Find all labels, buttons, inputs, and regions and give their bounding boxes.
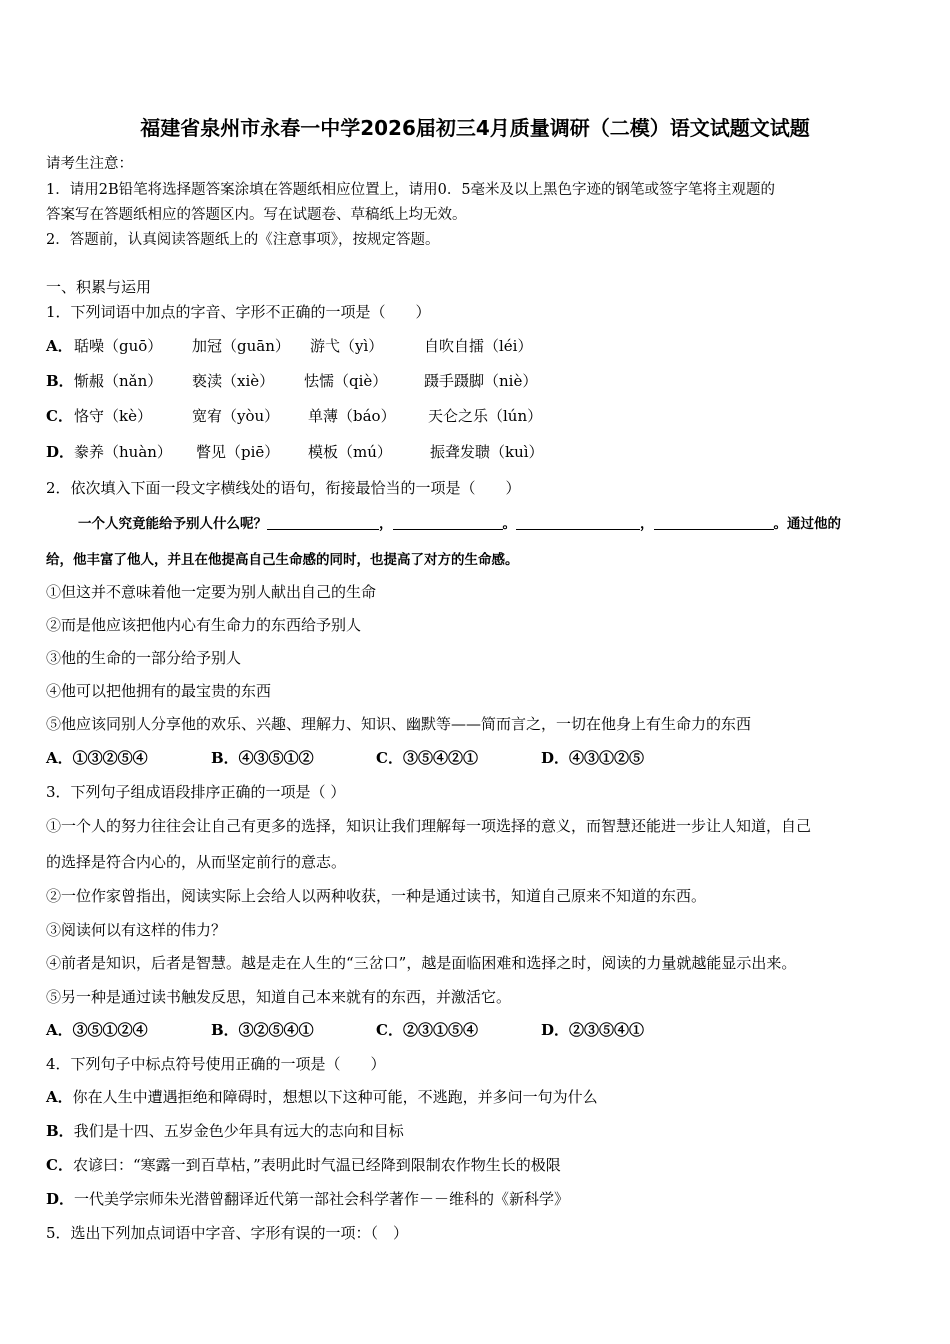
q3-item-1a: ①一个人的努力往往会让自己有更多的选择，知识让我们理解每一项选择的意义，而智慧还能进一步让人知道，自己 bbox=[46, 817, 812, 835]
q3-item-4: ④前者是知识，后者是智慧。越是走在人生的“三岔口”，越是面临困难和选择之时，阅读的力量就越能显示出来。 bbox=[46, 954, 797, 972]
q1-option-a bbox=[46, 335, 532, 356]
q4-option-b bbox=[46, 1120, 404, 1141]
q2-choices bbox=[46, 747, 644, 768]
option-text: 你在人生中遭遇拒绝和障碍时，想想以下这种可能，不逃跑，并多问一句为什么 bbox=[72, 1088, 598, 1106]
q2-item-3: ③他的生命的一部分给予别人 bbox=[46, 649, 242, 667]
q2-sep-2: 。 bbox=[502, 516, 516, 532]
option-item: 单薄（báo） bbox=[308, 407, 396, 425]
q2-stem: 2．依次填入下面一段文字横线处的语句，衔接最恰当的一项是（ ） bbox=[46, 479, 521, 497]
fill-blank-4 bbox=[654, 515, 774, 530]
q2-sep-3: ， bbox=[640, 516, 654, 532]
q3-item-5: ⑤另一种是通过读书触发反思，知道自己本来就有的东西，并激活它。 bbox=[46, 988, 512, 1006]
fill-blank-2 bbox=[393, 515, 503, 530]
option-text: 一代美学宗师朱光潜曾翻译近代第一部社会科学著作－－维科的《新科学》 bbox=[74, 1190, 570, 1208]
q2-passage-line1 bbox=[78, 512, 841, 532]
option-item: 瞥见（piē） bbox=[196, 443, 280, 461]
q2-item-5: ⑤他应该同别人分享他的欢乐、兴趣、理解力、知识、幽默等——简而言之，一切在他身上有生命力的东西 bbox=[46, 715, 752, 733]
notice-item-2: 2．答题前，认真阅读答题纸上的《注意事项》，按规定答题。 bbox=[46, 232, 440, 248]
option-item: 恪守（kè） bbox=[74, 407, 152, 425]
q2-item-4: ④他可以把他拥有的最宝贵的东西 bbox=[46, 682, 272, 700]
q5-stem: 5．选出下列加点词语中字音、字形有误的一项：（ ） bbox=[46, 1224, 409, 1242]
option-label: A． bbox=[46, 337, 73, 355]
choice-d: D．②③⑤④① bbox=[541, 1021, 645, 1039]
choice-c: C．②③①⑤④ bbox=[376, 1021, 478, 1039]
choice-a: A．①③②⑤④ bbox=[46, 749, 148, 767]
option-item: 亵渎（xiè） bbox=[192, 372, 275, 390]
q2-passage-a: 一个人究竟能给予别人什么呢？ bbox=[78, 516, 267, 532]
q4-stem: 4．下列句子中标点符号使用正确的一项是（ ） bbox=[46, 1055, 386, 1073]
q2-item-1: ①但这并不意味着他一定要为别人献出自己的生命 bbox=[46, 583, 377, 601]
choice-a: A．③⑤①②④ bbox=[46, 1021, 148, 1039]
q1-option-c bbox=[46, 405, 542, 426]
fill-blank-1 bbox=[267, 515, 379, 530]
q3-choices bbox=[46, 1019, 644, 1040]
choice-d: D．④③①②⑤ bbox=[541, 749, 645, 767]
option-label: B． bbox=[46, 1122, 74, 1140]
q4-option-d bbox=[46, 1188, 569, 1209]
option-item: 振聋发聩（kuì） bbox=[430, 443, 544, 461]
q3-stem: 3．下列句子组成语段排序正确的一项是（ ） bbox=[46, 783, 346, 801]
q2-passage-b: 。通过他的 bbox=[773, 516, 841, 532]
option-label: D． bbox=[46, 443, 75, 461]
q3-item-1b: 的选择是符合内心的，从而坚定前行的意志。 bbox=[46, 853, 347, 871]
option-item: 怯懦（qiè） bbox=[304, 372, 388, 390]
choice-b: B．④③⑤①② bbox=[211, 749, 314, 767]
q4-option-c bbox=[46, 1154, 561, 1175]
notice-item-1b: 答案写在答题纸相应的答题区内。写在试题卷、草稿纸上均无效。 bbox=[46, 207, 467, 223]
option-item: 模板（mú） bbox=[308, 443, 392, 461]
option-item: 游弋（yì） bbox=[310, 337, 384, 355]
choice-b: B．③②⑤④① bbox=[211, 1021, 314, 1039]
option-item: 加冠（guān） bbox=[192, 337, 290, 355]
option-item: 天仑之乐（lún） bbox=[428, 407, 543, 425]
q2-sep-1: ， bbox=[379, 516, 393, 532]
q1-option-d bbox=[46, 441, 544, 462]
option-item: 蹑手蹑脚（niè） bbox=[424, 372, 538, 390]
option-item: 自吹自擂（léi） bbox=[424, 337, 533, 355]
option-item: 聒噪（guō） bbox=[74, 337, 163, 355]
notice-heading: 请考生注意： bbox=[46, 156, 133, 172]
option-text: 农谚曰：“寒露一到百草枯，”表明此时气温已经降到限制农作物生长的极限 bbox=[72, 1156, 561, 1174]
q4-option-a bbox=[46, 1086, 598, 1107]
section-heading: 一、积累与运用 bbox=[46, 278, 152, 296]
q3-item-2: ②一位作家曾指出，阅读实际上会给人以两种收获，一种是通过读书，知道自己原来不知道的东西。 bbox=[46, 887, 707, 905]
option-item: 豢养（huàn） bbox=[74, 443, 172, 461]
notice-item-1a: 1．请用2B铅笔将选择题答案涂填在答题纸相应位置上，请用0．5毫米及以上黑色字迹的钢笔或签字笔将主观题的 bbox=[46, 182, 776, 198]
choice-c: C．③⑤④②① bbox=[376, 749, 478, 767]
page-title: 福建省泉州市永春一中学2026届初三4月质量调研（二模）语文试题文试题 bbox=[140, 116, 810, 140]
option-label: C． bbox=[46, 1156, 73, 1174]
option-label: C． bbox=[46, 407, 73, 425]
option-item: 惭赧（nǎn） bbox=[74, 372, 163, 390]
option-label: A． bbox=[46, 1088, 73, 1106]
option-item: 宽宥（yòu） bbox=[192, 407, 280, 425]
q1-option-b bbox=[46, 370, 537, 391]
option-label: B． bbox=[46, 372, 74, 390]
q2-item-2: ②而是他应该把他内心有生命力的东西给予别人 bbox=[46, 616, 362, 634]
q2-passage-c: 给，他丰富了他人，并且在他提高自己生命感的同时，也提高了对方的生命感。 bbox=[46, 552, 519, 568]
q3-item-3: ③阅读何以有这样的伟力？ bbox=[46, 921, 227, 939]
option-label: D． bbox=[46, 1190, 75, 1208]
q1-stem: 1．下列词语中加点的字音、字形不正确的一项是（ ） bbox=[46, 303, 431, 321]
fill-blank-3 bbox=[516, 515, 640, 530]
option-text: 我们是十四、五岁金色少年具有远大的志向和目标 bbox=[73, 1122, 404, 1140]
